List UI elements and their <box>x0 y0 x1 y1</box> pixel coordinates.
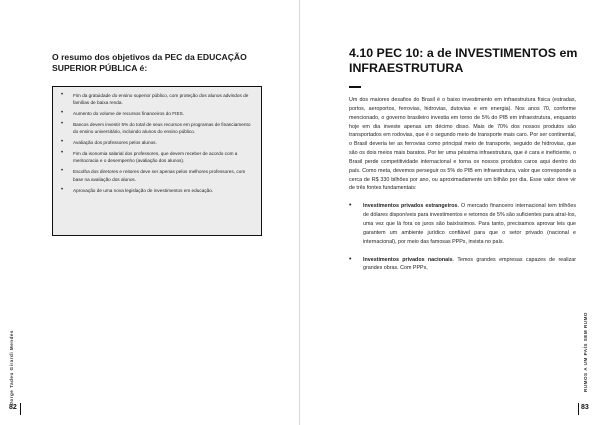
title-rule <box>349 86 361 88</box>
bullet-icon: • <box>61 150 64 157</box>
body-paragraph: Um dos maiores desafios do Brasil é o baixo investimento em infraestrutura física (estradas, portos, aeroportos, ferrovias, hidrovias, dutovias e em energia). Nos anos 70, conforme mencionado, o governo brasileiro investia em torno de 5% do PIB em infraestrutura, enquanto hoje em dia investe apenas um décimo disso. Mais de 70% dos nossos produtos são transportados em rodovias, que é o segundo meio de transporte mais caro. Por ser continental, o Brasil deveria ter as ferrovias como principal meio de transporte, seguido de hidrovias, que são os dois meios mais baratos. Por ter uma péssima infraestrutura, que é cara e ineficiente, o Brasil perde competitividade internacional e torna os nossos produtos caros aqui dentro do país. Como meta, devemos perseguir os 5% do PIB em infraestrutura, valor que corresponde a cerca de R$ 330 bilhões por ano, ou aproximadamente um bilhão por dia. Esse valor deve vir de três fontes fundamentais: <box>349 97 576 192</box>
chapter-title: 4.10 PEC 10: a de INVESTIMENTOS em INFRAESTRUTURA <box>349 46 578 75</box>
bullet-text: . Temos grandes empresas capazes de realizar grandes obras. Com PPPs, <box>363 256 576 272</box>
author-caption: Jorge Tadeu Girardi Mendes <box>9 330 14 405</box>
summary-title: O resumo dos objetivos da PEC da EDUCAÇÃO SUPERIOR PÚBLICA é: <box>52 52 247 73</box>
page-number-rule <box>20 403 21 415</box>
book-caption: RUMOS A UM PAÍS SEM RUMO <box>583 312 588 392</box>
bullet-lead: Investimentos privados nacionais <box>363 256 453 263</box>
summary-list <box>59 92 253 194</box>
bullet-icon: • <box>349 202 352 210</box>
list-item: • Aprovação de uma nova legislação de investimentos em educação. <box>61 186 214 193</box>
bullet-text: . O mercado financeiro internacional tem trilhões de dólares disponíveis para investimentos e retornos de 5% são suficientes para atraí-los, uma vez que lá fora os juros são baixíssimos. Para tanto, precisamos aprovar leis que garantem um ambiente jurídico confiável para que o setor privado (nacional e internacional), por meio das famosas PPPs, invista no país. <box>363 203 576 245</box>
list-item: • Fim da gratuidade do ensino superior público, com proteção dos alunos advindos de famílias de baixa renda. <box>61 92 249 106</box>
list-item: • Fim da isonomia salarial dos professores, que devem receber de acordo com a meritocracia e o desempenho (avaliação dos alunos). <box>61 150 238 164</box>
list-item: • Aumento do volume de recursos financeiros do FIES. <box>61 110 184 117</box>
list-item: • Bancos devem investir 5% do total de seus recursos em programas de financiamento do ensino universitário, incluindo alunos do ensino público. <box>61 121 251 135</box>
page-number: 82 <box>9 404 17 411</box>
bullet-icon: • <box>61 110 64 117</box>
page-number-rule <box>578 403 579 415</box>
page-number: 83 <box>581 404 589 411</box>
bullet-icon: • <box>61 139 64 146</box>
bullet-lead: Investimentos privados estrangeiros <box>363 203 458 210</box>
bullet-icon: • <box>61 92 64 98</box>
bullet-list <box>349 202 576 273</box>
bullet-icon: • <box>61 168 64 175</box>
list-item: • Escolha dos diretores e reitores deve ser apenas pelos melhores professores, com base na avaliação dos alunos. <box>61 168 246 182</box>
body-text <box>349 96 576 273</box>
list-item: • Avaliação dos professores pelos alunos. <box>61 139 157 146</box>
bullet-icon: • <box>61 121 64 128</box>
bullet-icon: • <box>61 186 64 193</box>
summary-box <box>52 86 262 236</box>
list-item <box>349 202 576 246</box>
list-item <box>349 256 576 274</box>
bullet-icon: • <box>349 255 352 263</box>
